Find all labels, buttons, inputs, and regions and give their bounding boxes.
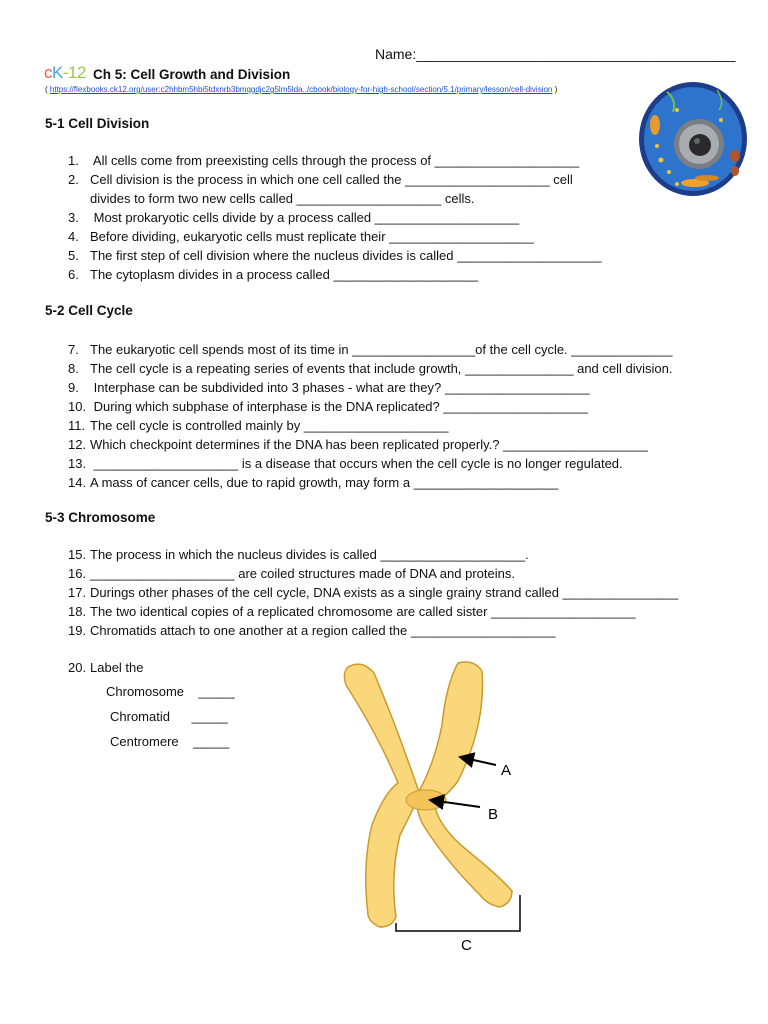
name-field[interactable]: Name:_________________________________________ bbox=[375, 46, 736, 62]
chromosome-diagram bbox=[318, 655, 538, 955]
question-item: 9. Interphase can be subdivided into 3 phases - what are they? ____________________ bbox=[68, 380, 590, 395]
question-item-continued: divides to form two new cells called ____________________ cells. bbox=[90, 191, 475, 206]
question-item: 3. Most prokaryotic cells divide by a process called ____________________ bbox=[68, 210, 520, 225]
letter-b: B bbox=[488, 806, 499, 823]
question-item: 6. The cytoplasm divides in a process called ____________________ bbox=[68, 267, 479, 282]
question-item: 18. The two identical copies of a replicated chromosome are called sister ____________________ bbox=[68, 604, 636, 619]
question-item: 17. Durings other phases of the cell cycle, DNA exists as a single grainy strand called ________________ bbox=[68, 585, 679, 600]
question-item: 13. ____________________ is a disease that occurs when the cell cycle is no longer regulated. bbox=[68, 456, 623, 471]
questions-cell-division bbox=[68, 151, 602, 284]
question-20-prompt: 20. Label the bbox=[68, 660, 144, 675]
label-blank[interactable]: _____ bbox=[198, 684, 235, 699]
questions-chromosome bbox=[68, 545, 678, 640]
question-item: 11. The cell cycle is controlled mainly by ____________________ bbox=[68, 418, 449, 433]
label-item-chromatid: Chromatid _____ bbox=[110, 709, 228, 724]
label-item-centromere: Centromere _____ bbox=[110, 734, 230, 749]
section-heading-cell-division: 5-1 Cell Division bbox=[45, 116, 150, 131]
source-citation: ( https://flexbooks.ck12.org/user:c2hhbm5hbi5tdxnrb3bmqgdjc2g5lm5lda../cbook/biology-for-high-school/section/5.1/primary/lesson/cell-division ) bbox=[45, 85, 558, 94]
source-link[interactable]: https://flexbooks.ck12.org/user:c2hhbm5hbi5tdxnrb3bmqgdjc2g5lm5lda../cbook/biology-for-high-school/section/5.1/primary/lesson/cell-division bbox=[49, 85, 553, 94]
question-item: 1. All cells come from preexisting cells through the process of ____________________ bbox=[68, 153, 580, 168]
centromere bbox=[406, 790, 446, 810]
letter-c: C bbox=[461, 937, 472, 954]
question-item: 7. The eukaryotic cell spends most of its time in _________________of the cell cycle. ______________ bbox=[68, 342, 673, 357]
chapter-title: Ch 5: Cell Growth and Division bbox=[93, 67, 291, 82]
label-item-chromosome: Chromosome _____ bbox=[106, 684, 235, 699]
label-blank[interactable]: _____ bbox=[191, 709, 228, 724]
question-item: 2. Cell division is the process in which one cell called the ____________________ cell bbox=[68, 172, 573, 187]
question-item: 14. A mass of cancer cells, due to rapid growth, may form a ____________________ bbox=[68, 475, 559, 490]
question-item: 5. The first step of cell division where the nucleus divides is called ____________________ bbox=[68, 248, 602, 263]
chromatid-right bbox=[417, 662, 512, 907]
cell-illustration bbox=[637, 80, 749, 198]
label-blank[interactable]: _____ bbox=[193, 734, 230, 749]
section-heading-chromosome: 5-3 Chromosome bbox=[45, 510, 156, 525]
letter-a: A bbox=[501, 762, 512, 779]
question-item: 8. The cell cycle is a repeating series of events that include growth, _______________ and cell division. bbox=[68, 361, 673, 376]
question-item: 16. ____________________ are coiled structures made of DNA and proteins. bbox=[68, 566, 515, 581]
questions-cell-cycle bbox=[68, 340, 673, 492]
question-item: 15. The process in which the nucleus divides is called ____________________. bbox=[68, 547, 529, 562]
section-heading-cell-cycle: 5-2 Cell Cycle bbox=[45, 303, 133, 318]
ck12-logo: cK-12 bbox=[44, 63, 86, 82]
question-item: 12. Which checkpoint determines if the DNA has been replicated properly.? ____________________ bbox=[68, 437, 648, 452]
question-item: 19. Chromatids attach to one another at a region called the ____________________ bbox=[68, 623, 556, 638]
question-item: 4. Before dividing, eukaryotic cells must replicate their ____________________ bbox=[68, 229, 534, 244]
question-item: 10. During which subphase of interphase is the DNA replicated? ____________________ bbox=[68, 399, 588, 414]
